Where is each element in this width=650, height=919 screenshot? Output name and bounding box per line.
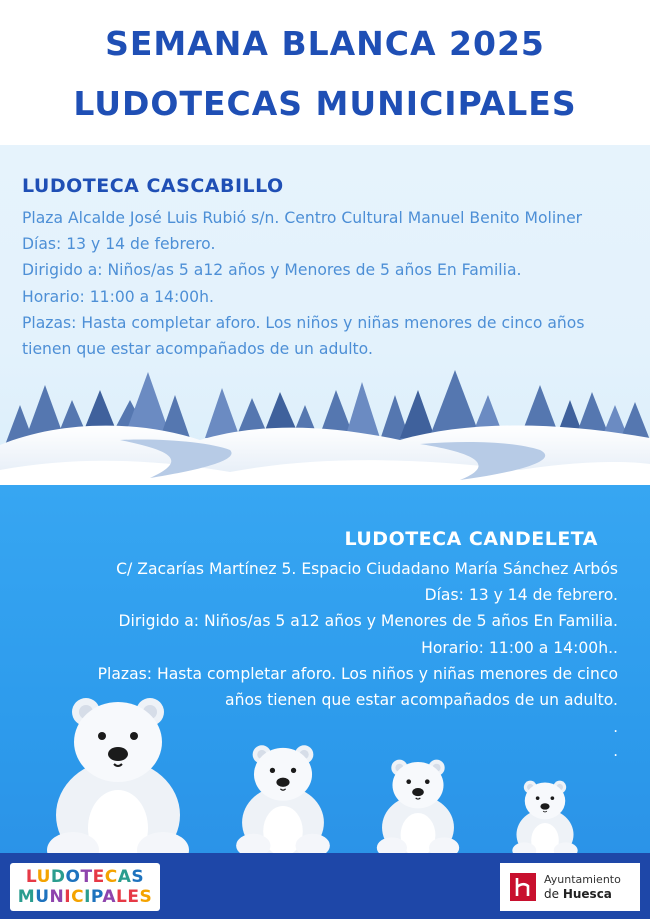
logo-letter: T	[80, 867, 93, 887]
footer-bar	[0, 853, 650, 919]
logo-letter: I	[64, 887, 72, 907]
logo-letter: N	[49, 887, 65, 907]
cascabillo-schedule: Horario: 11:00 a 14:00h.	[22, 287, 214, 306]
header	[0, 0, 650, 145]
logo-letter: E	[127, 887, 140, 907]
logo-letter: I	[84, 887, 91, 907]
ayuntamiento-label: Ayuntamiento	[544, 873, 621, 886]
candeleta-address: C/ Zacarías Martínez 5. Espacio Ciudadano María Sánchez Arbós	[116, 560, 618, 578]
dot-2: .	[613, 742, 618, 760]
logo-letter: S	[139, 887, 153, 907]
polar-bear-medium	[236, 745, 330, 859]
logo-letter: S	[131, 867, 145, 887]
candeleta-schedule: Horario: 11:00 a 14:00h..	[421, 638, 618, 657]
cascabillo-details	[22, 205, 632, 362]
candeleta-audience: Dirigido a: Niños/as 5 a12 años y Menores de 5 años En Familia.	[118, 612, 618, 631]
cascabillo-places: Plazas: Hasta completar aforo. Los niños y niñas menores de cinco años tienen que estar acompañados de un adulto.	[22, 313, 585, 359]
logo-letter: C	[71, 887, 85, 907]
cascabillo-title: LUDOTECA CASCABILLO	[22, 175, 284, 197]
logo-line2	[10, 887, 160, 907]
logo-letter: A	[102, 887, 116, 907]
logo-letter: D	[50, 867, 66, 887]
logo-letter: M	[17, 887, 36, 907]
polar-bear-tiny	[512, 781, 577, 860]
poster-title-line2: LUDOTECAS MUNICIPALES	[73, 84, 577, 123]
dot-1: .	[613, 718, 618, 736]
huesca-label	[544, 887, 612, 901]
polar-bears-illustration	[0, 680, 650, 870]
logo-letter: L	[25, 867, 37, 887]
cascabillo-audience: Dirigido a: Niños/as 5 a12 años y Menores de 5 años En Familia.	[22, 261, 522, 280]
logo-letter: E	[92, 867, 105, 887]
cascabillo-days: Días: 13 y 14 de febrero.	[22, 235, 216, 254]
logo-letter: U	[36, 867, 51, 887]
logo-letter: U	[35, 887, 50, 907]
ludotecas-municipales-logo	[10, 863, 160, 911]
cascabillo-address: Plaza Alcalde José Luis Rubió s/n. Centro Cultural Manuel Benito Moliner	[22, 209, 583, 227]
winter-landscape-illustration	[0, 360, 650, 490]
logo-letter: L	[115, 887, 128, 907]
logo-letter: O	[65, 867, 81, 887]
candeleta-places-line2: años tienen que estar acompañados de un adulto.	[225, 691, 618, 710]
ayuntamiento-huesca-logo	[500, 863, 640, 911]
candeleta-days: Días: 13 y 14 de febrero.	[424, 586, 618, 605]
candeleta-title: LUDOTECA CANDELETA	[344, 528, 598, 550]
logo-letter: A	[117, 867, 132, 887]
poster-title-line1: SEMANA BLANCA 2025	[105, 24, 545, 63]
polar-bear-small	[377, 760, 459, 860]
candeleta-places-line1: Plazas: Hasta completar aforo. Los niños y niñas menores de cinco	[97, 664, 618, 683]
logo-letter: P	[90, 887, 103, 907]
snow-hills	[0, 426, 650, 491]
huesca-name: Huesca	[562, 887, 612, 901]
logo-line1	[10, 867, 160, 887]
polar-bear-large	[47, 698, 189, 870]
logo-letter: C	[104, 867, 118, 887]
huesca-prefix: de	[544, 887, 563, 901]
huesca-h-icon	[510, 873, 536, 901]
